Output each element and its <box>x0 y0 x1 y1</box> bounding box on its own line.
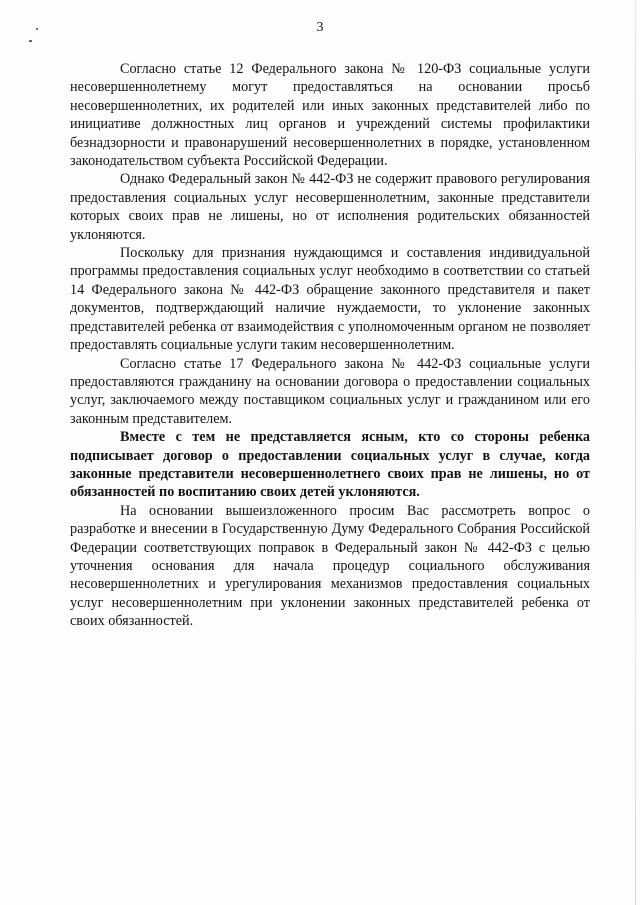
paragraph-contract-question: Вместе с тем не представляется ясным, кто со стороны ребенка подписывает договор о предоставлении социальных услуг в случае, когда законные представители несовершеннолетнего своих прав не лишены, но от обязанностей по воспитанию своих детей уклоняются. <box>70 429 590 501</box>
paragraph-article-17: Согласно статье 17 Федерального закона № 442-ФЗ социальные услуги предоставляются гражданину на основании договора о предоставлении социальных услуг, заключаемого между поставщиком социальных услуг и гражданином или его законным представителем. <box>70 355 590 427</box>
paragraph-article-12: Согласно статье 12 Федерального закона № 120-ФЗ социальные услуги несовершеннолетнему могут предоставляться на основании просьб несовершеннолетних, их родителей или иных законных представителей либо по инициативе должностных лиц органов и учреждений системы профилактики безнадзорности и правонарушений несовершеннолетних в порядке, установленном законодательством субъекта Российской Федерации. <box>70 61 590 170</box>
paragraph-request: На основании вышеизложенного просим Вас рассмотреть вопрос о разработке и внесении в Государственную Думу Федерального Собрания Российской Федерации соответствующих поправок в Федеральный закон № 442-ФЗ с целью уточнения основания для начала процедур социального обслуживания несовершеннолетних и урегулирования механизмов предоставления социальных услуг несовершеннолетним при уклонении законных представителей ребенка от своих обязанностей. <box>70 502 590 630</box>
document-body <box>70 60 590 631</box>
paragraph-article-14: Поскольку для признания нуждающимся и составления индивидуальной программы предоставления социальных услуг необходимо в соответствии со статьей 14 Федерального закона № 442-ФЗ обращение законного представителя и пакет документов, подтверждающий наличие нуждаемости, то уклонение законных представителей ребенка от взаимодействия с уполномоченным органом не позволяет предоставлять социальные услуги таким несовершеннолетним. <box>70 245 590 354</box>
paragraph-law-442-gap: Однако Федеральный закон № 442-ФЗ не содержит правового регулирования предоставления социальных услуг несовершеннолетним, законные представители которых своих прав не лишены, но от исполнения родительских обязанностей уклоняются. <box>70 171 590 243</box>
page-number: 3 <box>316 20 324 35</box>
scan-speck <box>29 40 32 42</box>
scan-edge-line <box>635 0 636 905</box>
